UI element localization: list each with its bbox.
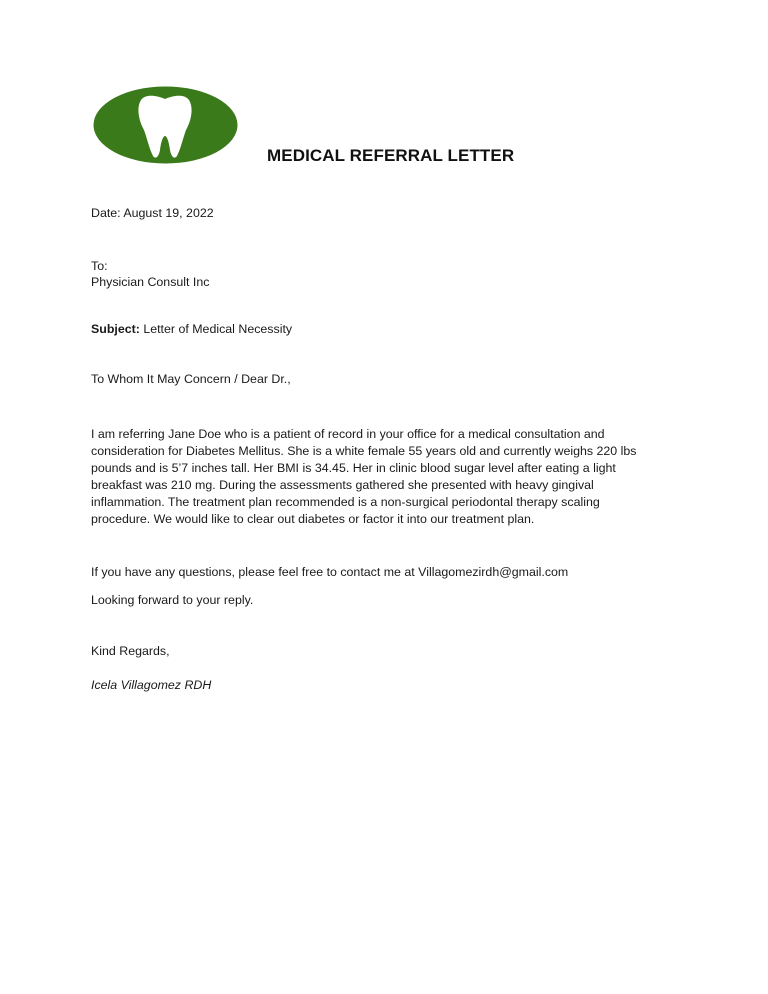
signature: Icela Villagomez RDH bbox=[91, 678, 212, 692]
letter-date: Date: August 19, 2022 bbox=[91, 206, 214, 220]
recipient-label: To: bbox=[91, 259, 108, 273]
letter-title: MEDICAL REFERRAL LETTER bbox=[267, 146, 515, 165]
body-line: I am referring Jane Doe who is a patient of record in your office for a medical consultation and bbox=[91, 427, 605, 441]
body-line: inflammation. The treatment plan recommended is a non-surgical periodontal therapy scaling bbox=[91, 495, 600, 509]
salutation: To Whom It May Concern / Dear Dr., bbox=[91, 372, 291, 386]
recipient-name: Physician Consult Inc bbox=[91, 275, 210, 289]
subject-label: Subject: bbox=[91, 322, 140, 336]
body-line: consideration for Diabetes Mellitus. She is a white female 55 years old and currently weighs 220 lbs bbox=[91, 444, 637, 458]
subject-line bbox=[91, 321, 292, 338]
contact-line: If you have any questions, please feel free to contact me at Villagomezirdh@gmail.com bbox=[91, 565, 569, 579]
subject-text: Letter of Medical Necessity bbox=[139, 322, 293, 336]
body-line: breakfast was 210 mg. During the assessments gathered she presented with heavy gingival bbox=[91, 478, 594, 492]
body-line: pounds and is 5’7 inches tall. Her BMI is 34.45. Her in clinic blood sugar level after eating a light bbox=[91, 461, 616, 475]
body-line: procedure. We would like to clear out diabetes or factor it into our treatment plan. bbox=[91, 512, 535, 526]
letter-body bbox=[91, 426, 681, 528]
forward-line: Looking forward to your reply. bbox=[91, 593, 254, 607]
closing: Kind Regards, bbox=[91, 644, 170, 658]
dental-logo bbox=[93, 86, 238, 164]
tooth-icon bbox=[93, 86, 238, 164]
